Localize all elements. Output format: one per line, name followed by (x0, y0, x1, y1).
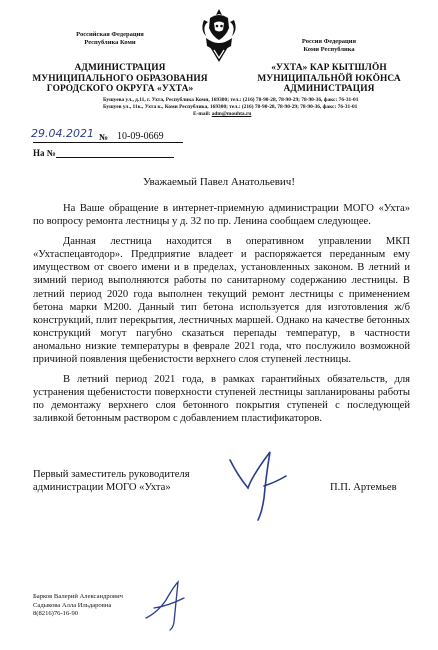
p3-line-1: В летний период 2021 года, в рамках гарантийных обязательств, для (63, 374, 410, 386)
p1-line-3: следующее. (317, 216, 371, 228)
address-block (103, 97, 433, 119)
executor-line-2: Садыкова Алла Ильдаровна (33, 601, 112, 609)
number-label: № (99, 132, 109, 142)
date-handwritten: 29.04.2021 (31, 127, 94, 140)
header-left-small-1: Российская Федерация (76, 31, 144, 38)
p1-line-1: На Ваше обращение в интернет-приемную администрации МОГО (63, 203, 374, 214)
email-label: E-mail: (193, 111, 211, 118)
p2-line-4: и зимний период выполняются работы по санитарному содержанию лестницы. (33, 262, 410, 287)
header-left-title (24, 63, 216, 95)
executor-line-1: Барков Валерий Александрович (33, 593, 123, 600)
p1-line-2: «Ухта» по вопросу ремонта лестницы у д. 32 по пр. Ленина сообщаем (33, 203, 411, 228)
coat-of-arms-emblem (196, 6, 242, 64)
p2-line-9: температур, в частности аномально низкие температуры в феврале 2021 года, (33, 327, 411, 352)
signatory-position (33, 468, 233, 494)
email-link[interactable]: adm@mouhta.ru (211, 111, 252, 118)
p2-line-5: В летний период 2020 года выполнен текущий ремонт лестницы с (33, 275, 410, 300)
number-value: 10-09-0669 (117, 131, 164, 142)
position-line-2: администрации МОГО «Ухта» (33, 482, 171, 493)
executor-initials-mark (140, 578, 200, 634)
header-right-title-2: МУНИЦИПАЛЬНÖЙ ЮКÖНСА (257, 73, 401, 84)
p2-line-10: что послужило возможной причиной появления щебенистости верхнего слоя (33, 340, 411, 366)
p2-line-1: Данная лестница находится в оперативном управлении МКП (63, 236, 410, 248)
header-right-title (236, 63, 422, 95)
number-field (113, 131, 183, 143)
header-left-title-3: ГОРОДСКОГО ОКРУГА «УХТА» (46, 84, 194, 94)
header-right-title-3: АДМИНИСТРАЦИЯ (283, 84, 375, 94)
signatory-name: П.П. Артемьев (330, 482, 397, 493)
greeting: Уважаемый Павел Анатольевич! (142, 176, 296, 188)
p2-line-6: применением бетона марки М200. Данный тип бетона используется для (33, 288, 410, 313)
letter-body (33, 202, 410, 426)
header-left-country (50, 31, 170, 47)
handwritten-signature (218, 446, 308, 526)
header-left-title-1: АДМИНИСТРАЦИЯ (74, 63, 166, 73)
date-field (31, 127, 125, 143)
p2-line-7: изготовления ж/б конструкций, плит перекрытия, лестничных маршей. Однако (33, 301, 410, 326)
executor-phone: 8(8216)76-16-90 (33, 610, 79, 618)
p3-line-2: устранения щебенистости поверхности ступеней лестницы запланированы (33, 387, 375, 399)
p3-line-4: последующей заливкой бетонным раствором с добавлением пластификаторов. (33, 400, 411, 425)
header-right-country (270, 38, 388, 54)
p2-line-3: имуществом от своего имени и в пределах, установленных законом. В летний (33, 262, 401, 274)
address-line-1: Бушуева ул., д.11, г. Ухта, Республика Коми, 169300; тел.: (216) 78-90-28, 78-90-29; 78-90-36, факс: 76-31-01 (103, 97, 359, 103)
header-right-small-1: Россия Федерация (301, 38, 357, 45)
paragraph-1 (33, 202, 410, 228)
p3-line-3: работы по демонтажу верхнего слоя бетонного покрытия ступеней с (33, 387, 410, 412)
p2-line-8: на качестве бетонных конструкций могут пагубно сказаться перепады (33, 314, 410, 339)
p2-line-2: «Ухтаспецавтодор». Предприятие владеет и распоряжается переданным ему (33, 249, 410, 261)
header-right-title-1: «УХТА» КАР КЫТШЛÖН (271, 63, 387, 73)
header-left-small-2: Республика Коми (84, 39, 136, 46)
header-right-small-2: Коми Республика (303, 46, 355, 53)
paragraph-2 (33, 235, 410, 366)
p2-line-11: ступеней лестницы. (261, 354, 351, 366)
na-field (56, 157, 174, 158)
na-label: На № (33, 148, 56, 158)
paragraph-3 (33, 373, 410, 425)
position-line-1: Первый заместитель руководителя (33, 469, 190, 480)
header-left-title-2: МУНИЦИПАЛЬНОГО ОБРАЗОВАНИЯ (32, 73, 208, 84)
address-line-2: Бушуев ул., 11к., Ухта к., Коми Республика, 169300; тел.: (216) 78-90-28, 78-90-29; 78-90-36, факс: 76-31-01 (103, 104, 358, 111)
email-line (103, 111, 433, 118)
